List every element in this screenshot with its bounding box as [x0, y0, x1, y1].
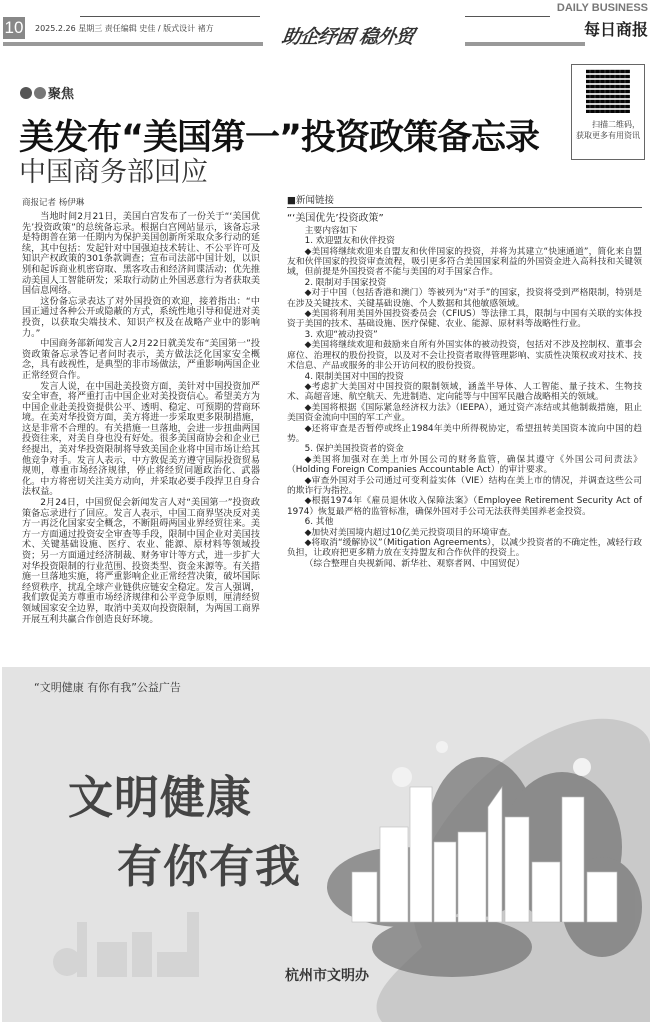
- sidebar-line: 1. 欢迎盟友和伙伴投资: [304, 236, 395, 247]
- header-rule-left: [3, 42, 263, 46]
- header-rule-right: [465, 42, 585, 46]
- header-rule-top: [80, 16, 260, 17]
- sidebar-bullet: ◆美国将继续欢迎来自盟友和伙伴国家的投资，并将为其建立“快速通道”，简化来自盟友和伙伴国家的投资审查流程，吸引更多符合美国国家利益的外国资金进入高科技和关键领域，但前提是外国投资者不能与美国的对手国家合作。: [287, 246, 642, 278]
- sidebar-line: 3. 欢迎“被动投资”: [304, 329, 378, 340]
- sidebar-line: 主要内容如下: [304, 225, 358, 236]
- sidebar-label: ■新闻链接: [287, 196, 642, 208]
- article-paragraph: 发言人说，在中国赴美投资方面，美针对中国投资加严安全审查，将严重打击中国企业对美投资信心。希望美方为中国企业赴美投资提供公平、透明、稳定、可预期的营商环境。在美对华投资方面，美方将进一步采取更多限制措施，这是非常不合理的。有关措施一旦落地，会进一步扭曲两国投资往来，对美自身也没有好处。很多美国商协会和企业已经提出，美对华投资限制将导致美国企业将中国市场让给其他竞争对手。发言人表示，中方敦促美方遵守国际投资贸易规则，尊重市场经济规律，停止将经贸问题政治化、武器化。中方将密切关注美方动向，并采取必要手段捍卫自身合法权益。: [22, 381, 260, 498]
- column-slogan: 助企纾困 稳外贸: [280, 26, 415, 48]
- qr-box: [571, 64, 645, 160]
- page-number: 10: [4, 18, 24, 37]
- subheadline: 中国商务部回应: [19, 157, 208, 188]
- qr-code-icon[interactable]: [586, 69, 630, 113]
- sidebar-bullet: ◆加快对美国境内超过10亿美元投资项目的环境审查。: [304, 527, 517, 538]
- ad-sponsor: 杭州市文明办: [285, 968, 369, 984]
- section-badge: [20, 83, 74, 102]
- ad-title: “文明健康 有你有我”公益广告: [34, 681, 181, 694]
- sidebar-bullet: ◆美国将加强对在美上市外国公司的财务监管，确保其遵守《外国公司问责法》（Holding Foreign Companies Accountable Act）的审计要求。: [287, 454, 642, 476]
- article-paragraph: 当地时间2月21日，美国白宫发布了一份关于“‘美国优先’投资政策”的总统备忘录。根据白宫网站显示，该备忘录是特朗普在第一任期内为保护美国创新所采取众多行动的延续，其中包括：发起针对中国强迫技术转让、不公平许可及知识产权政策的301条款调查；宣布司法部中国计划，以识别和起诉商业机密窃取、黑客攻击和经济间谍活动；优先推动美国人工智能研发；采取行动防止外国恶意行为者获取美国信息网络。: [22, 212, 260, 297]
- badge-dot-icon: [34, 87, 46, 99]
- sidebar-title: “‘美国优先’投资政策”: [287, 213, 384, 225]
- sidebar-bullet: ◆美国将根据《国际紧急经济权力法》（IEEPA），通过资产冻结或其他制裁措施，阻止美国资金流向中国的军工产业。: [287, 402, 642, 424]
- paper-name-en: DAILY BUSINESS: [556, 2, 648, 14]
- sidebar-bullet: ◆对于中国（包括香港和澳门）等被列为“对手”的国家，投资将受到严格限制，特别是在涉及关键技术、关键基础设施、个人数据和其他敏感领域。: [287, 288, 642, 309]
- public-service-ad: [2, 667, 650, 1022]
- sidebar-line: 6. 其他: [304, 517, 334, 528]
- qr-caption: 扫描二维码，获取更多有用资讯: [576, 120, 640, 140]
- sidebar-line: （综合整理自央视新闻、新华社、观察者网、中国贸促）: [304, 558, 525, 569]
- byline: 商报记者 杨伊琳: [22, 198, 85, 208]
- paper-name-cn: 每日商报: [583, 20, 648, 39]
- news-link-sidebar: [287, 196, 642, 569]
- sidebar-bullet: ◆将取消“缓解协议”（Mitigation Agreements），以减少投资者的不确定性，减轻行政负担，让政府把更多精力放在支持盟友和合作伙伴的投资上。: [287, 538, 642, 559]
- sidebar-bullet: ◆审查外国对手公司通过可变利益实体（VIE）结构在美上市的情况，并调查这些公司的欺诈行为指控。: [287, 475, 642, 496]
- sidebar-bullet: ◆考虑扩大美国对中国投资的限制领域，涵盖半导体、人工智能、量子技术、生物技术、高超音速、航空航天、先进制造、定向能等与中国军民融合战略相关的领域。: [287, 381, 642, 403]
- ad-slogan-line2: 有你有我: [117, 840, 302, 893]
- sidebar-bullet: ◆美国将继续欢迎和鼓励来自所有外国实体的被动投资，包括对不涉及控制权、董事会席位、治理权的股份投资，以及对不会让投资者取得管理影响、实质性决策权或对技术、技术信息、产品或服务的非公开访问权的股份投资。: [287, 340, 642, 372]
- article-body: [22, 212, 260, 625]
- sidebar-bullet: ◆还将审查是否暂停或终止1984年美中所得税协定，希望扭转美国资本流向中国的趋势。: [287, 423, 642, 444]
- sidebar-lines: [287, 226, 642, 569]
- sidebar-line: 4. 限制美国对中国的投资: [304, 371, 404, 382]
- dateline: 2025.2.26 星期三 责任编辑 史佳 / 版式设计 褚方: [35, 24, 214, 33]
- section-label: 聚焦: [48, 87, 75, 102]
- badge-dot-icon: [20, 87, 32, 99]
- article-paragraph: 中国商务部新闻发言人2月22日就美发布“美国第一”投资政策备忘录答记者问时表示，美方做法泛化国家安全概念，具有歧视性，是典型的非市场做法，严重影响两国企业正常经贸合作。: [22, 339, 260, 381]
- article-paragraph: 这份备忘录表达了对外国投资的欢迎，接着指出：“中国正通过各种公开或隐蔽的方式，系统性地引导和促进对美投资，以获取尖端技术、知识产权及在战略产业中的影响力。”: [22, 296, 260, 339]
- headline: 美发布“美国第一”投资政策备忘录: [19, 118, 540, 158]
- sidebar-bullet: ◆美国将利用美国外国投资委员会（CFIUS）等法律工具，限制与中国有关联的实体投资于美国的技术、基础设施、医疗保健、农业、能源、原材料等战略性行业。: [287, 309, 642, 330]
- sidebar-line: 2. 限制对手国家投资: [304, 277, 387, 288]
- article-paragraph: 2月24日，中国贸促会新闻发言人对“美国第一”投资政策备忘录进行了回应。发言人表示，中国工商界坚决反对美方一再泛化国家安全概念，不断阻碍两国业界经贸往来。美方一方面通过投资安全审查等手段，限制中国企业对美国技术、关键基础设施、医疗、农业、能源、原材料等领域投资；另一方面通过经济制裁、财务审计等方式，进一步扩大对华投资限制的行业范围、投资类型、资金来源等。有关措施一旦落地实施，将严重影响企业正常经营决策，破坏国际经贸秩序，扰乱全球产业链供应链安全稳定。发言人强调，我们敦促美方尊重市场经济规律和公平竞争原则，厘清经贸领域国家安全边界，取消中美双向投资限制，为两国工商界开展互利共赢合作创造良好环境。: [22, 498, 260, 625]
- sidebar-bullet: ◆根据1974年《雇员退休收入保障法案》（Employee Retirement Security Act of 1974）恢复最严格的监管标准，确保外国对手公司无法获得美国养老金投资。: [287, 496, 642, 517]
- sidebar-line: 5. 保护美国投资者的资金: [304, 444, 404, 455]
- ad-slogan-line1: 文明健康: [68, 771, 253, 824]
- header-rule-right-top: [465, 16, 550, 17]
